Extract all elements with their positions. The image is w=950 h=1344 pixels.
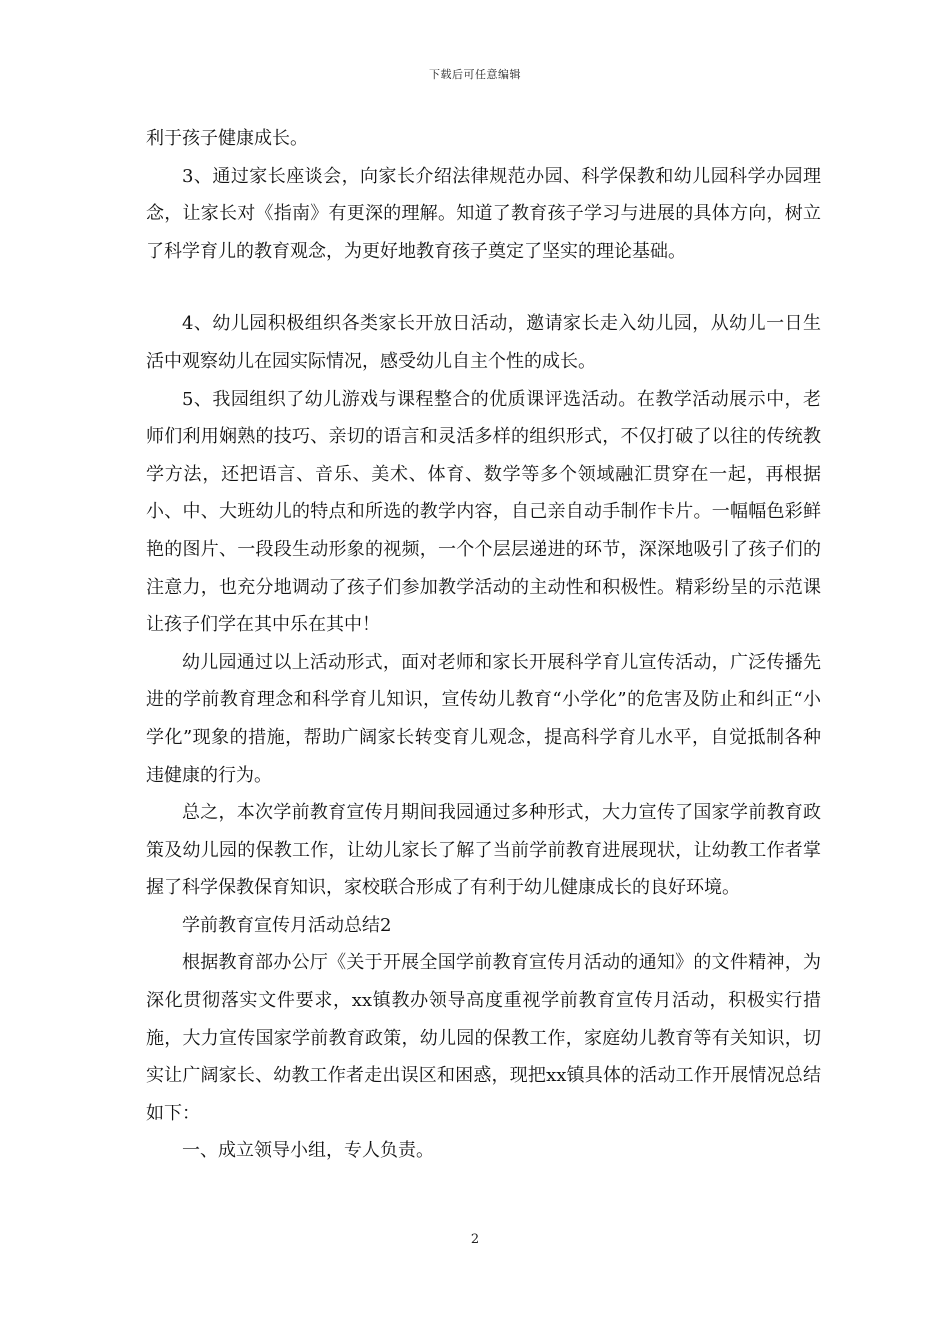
paragraph-summary-activities: 幼儿园通过以上活动形式，面对老师和家长开展科学育儿宣传活动，广泛传播先进的学前教育理念和科学育儿知识，宣传幼儿教育“小学化”的危害及防止和纠正“小学化”现象的措施，帮助广阔家长转变育儿观念，提高科学育儿水平，自觉抵制各种违健康的行为。 bbox=[146, 651, 821, 786]
document-body bbox=[146, 120, 821, 1170]
page-header: 下载后可任意编辑 bbox=[429, 68, 521, 81]
subheading-1: 一、成立领导小组，专人负责。 bbox=[182, 1140, 434, 1162]
page-number: 2 bbox=[470, 1232, 480, 1247]
paragraph-item-5: 5、我园组织了幼儿游戏与课程整合的优质课评选活动。在教学活动展示中，老师们利用娴熟的技巧、亲切的语言和灵活多样的组织形式，不仅打破了以往的传统教学方法，还把语言、音乐、美术、体育、数学等多个领域融汇贯穿在一起，再根据小、中、大班幼儿的特点和所选的教学内容，自己亲自动手制作卡片。一幅幅色彩鲜艳的图片、一段段生动形象的视频，一个个层层递进的环节，深深地吸引了孩子们的注意力，也充分地调动了孩子们参加教学活动的主动性和积极性。精彩纷呈的示范课让孩子们学在其中乐在其中！ bbox=[146, 388, 821, 636]
paragraph-continuation: 利于孩子健康成长。 bbox=[146, 128, 308, 149]
paragraph-conclusion: 总之，本次学前教育宣传月期间我园通过多种形式，大力宣传了国家学前教育政策及幼儿园的保教工作，让幼儿家长了解了当前学前教育进展现状，让幼教工作者掌握了科学保教保育知识，家校联合形成了有利于幼儿健康成长的良好环境。 bbox=[146, 802, 821, 899]
paragraph-item-4: 4、幼儿园积极组织各类家长开放日活动，邀请家长走入幼儿园，从幼儿一日生活中观察幼儿在园实际情况，感受幼儿自主个性的成长。 bbox=[146, 313, 821, 372]
section-heading: 学前教育宣传月活动总结2 bbox=[182, 914, 392, 936]
paragraph-item-3: 3、通过家长座谈会，向家长介绍法律规范办园、科学保教和幼儿园科学办园理念，让家长对《指南》有更深的理解。知道了教育孩子学习与进展的具体方向，树立了科学育儿的教育观念，为更好地教育孩子奠定了坚实的理论基础。 bbox=[146, 165, 821, 262]
paragraph-intro-2: 根据教育部办公厅《关于开展全国学前教育宣传月活动的通知》的文件精神，为深化贯彻落实文件要求，xx镇教办领导高度重视学前教育宣传月活动，积极实行措施，大力宣传国家学前教育政策，幼儿园的保教工作，家庭幼儿教育等有关知识，切实让广阔家长、幼教工作者走出误区和困惑，现把xx镇具体的活动工作开展情况总结如下： bbox=[146, 952, 821, 1124]
